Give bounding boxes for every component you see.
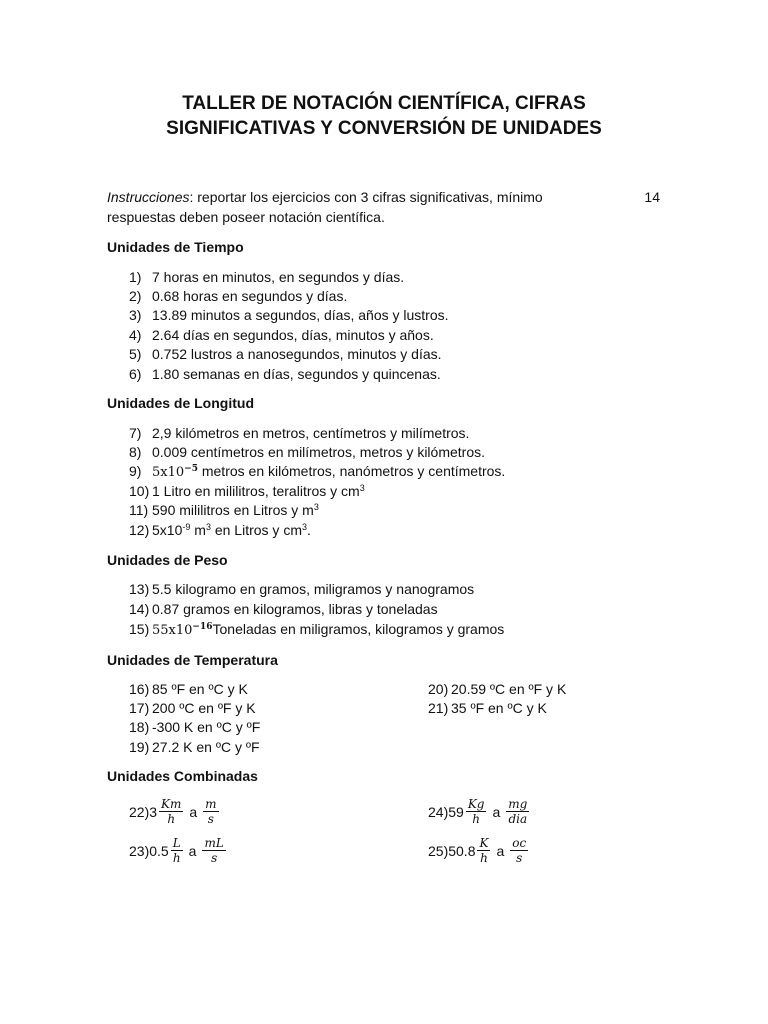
section-heading-peso: Unidades de Peso xyxy=(107,552,228,568)
list-item: 23)0.5 $\frac{L}{h}$ a $\frac{mL}{s}$ xyxy=(129,836,224,865)
instructions-text-1b: 14 xyxy=(644,189,660,205)
list-item: 25)50.8 $\frac{K}{h}$ a $\frac{oc}{s}$ xyxy=(428,836,527,865)
list-item: 4) 2.64 días en segundos, días, minutos y años. xyxy=(129,327,434,343)
instructions-label: Instrucciones xyxy=(107,189,190,205)
list-item: 6) 1.80 semanas en días, segundos y quincenas. xyxy=(129,366,441,382)
list-item: 24)59 $\frac{Kg}{h}$ a $\frac{mg}{\text{dia}}$ xyxy=(428,797,528,826)
fraction: $\frac{Km}{h}$ xyxy=(161,797,182,826)
instructions-text-2: respuestas deben poseer notación científica. xyxy=(107,209,385,225)
fraction: $\frac{mg}{\text{dia}}$ xyxy=(508,797,528,826)
list-item: 17) 200 ºC en ºF y K xyxy=(129,700,256,716)
section-heading-temperatura: Unidades de Temperatura xyxy=(107,652,278,668)
list-item: 2) 0.68 horas en segundos y días. xyxy=(129,288,348,304)
instructions-text-1: : reportar los ejercicios con 3 cifras significativas, mínimo xyxy=(189,189,543,205)
fraction: $\frac{K}{h}$ xyxy=(479,836,489,865)
list-item: 20) 20.59 ºC en ºF y K xyxy=(428,681,567,697)
list-item: 15) $55x10^{-16}Toneladas$ en miligramos, kilogramos y gramos xyxy=(129,621,505,638)
list-item: 16) 85 ºF en ºC y K xyxy=(129,681,248,697)
list-item: 11) 590 mililitros en Litros y $m^3$ xyxy=(129,502,319,518)
scientific-notation: $55x10^{-16}$ xyxy=(152,622,213,638)
list-item: 13) 5.5 kilogramo en gramos, miligramos y nanogramos xyxy=(129,581,475,597)
list-item: 14) 0.87 gramos en kilogramos, libras y toneladas xyxy=(129,601,438,617)
section-heading-combinadas: Unidades Combinadas xyxy=(107,768,258,784)
list-item: 1) 7 horas en minutos, en segundos y días. xyxy=(129,269,405,285)
list-item: 9) $5x10^{-5}$ metros en kilómetros, nanómetros y centímetros. xyxy=(129,463,506,480)
list-item: 7) 2,9 kilómetros en metros, centímetros y milímetros. xyxy=(129,425,470,441)
scientific-notation: $5x10^{-5}$ xyxy=(152,464,198,480)
list-item: 18) -300 K en ºC y ºF xyxy=(129,719,261,735)
list-item: 22)3 $\frac{Km}{h}$ a $\frac{m}{s}$ xyxy=(129,797,217,826)
title-line-2: SIGNIFICATIVAS Y CONVERSIÓN DE UNIDADES xyxy=(166,118,602,139)
list-item: 12) $5x10^{-9}$ $m^3$ en Litros y $cm^3$. xyxy=(129,522,311,538)
fraction: $\frac{Kg}{h}$ xyxy=(467,797,485,826)
list-item: 10) 1 Litro en mililitros, teralitros y $cm^3$ xyxy=(129,483,365,499)
list-item: 8) 0.009 centímetros en milímetros, metros y kilómetros. xyxy=(129,444,485,460)
list-item: 5) 0.752 lustros a nanosegundos, minutos y días. xyxy=(129,346,442,362)
section-heading-longitud: Unidades de Longitud xyxy=(107,395,254,411)
instructions-paragraph xyxy=(107,187,660,227)
section-heading-tiempo: Unidades de Tiempo xyxy=(107,239,244,255)
list-item: 19) 27.2 K en ºC y ºF xyxy=(129,739,260,755)
list-item: 3) 13.89 minutos a segundos, días, años y lustros. xyxy=(129,307,449,323)
fraction: $\frac{m}{s}$ xyxy=(205,797,217,826)
list-item: 21) 35 ºF en ºC y K xyxy=(428,700,547,716)
title-line-1: TALLER DE NOTACIÓN CIENTÍFICA, CIFRAS xyxy=(182,93,586,114)
page-title xyxy=(100,91,668,141)
fraction: $\frac{oc}{s}$ xyxy=(512,836,527,865)
fraction: $\frac{L}{h}$ xyxy=(172,836,181,865)
fraction: $\frac{mL}{s}$ xyxy=(204,836,224,865)
